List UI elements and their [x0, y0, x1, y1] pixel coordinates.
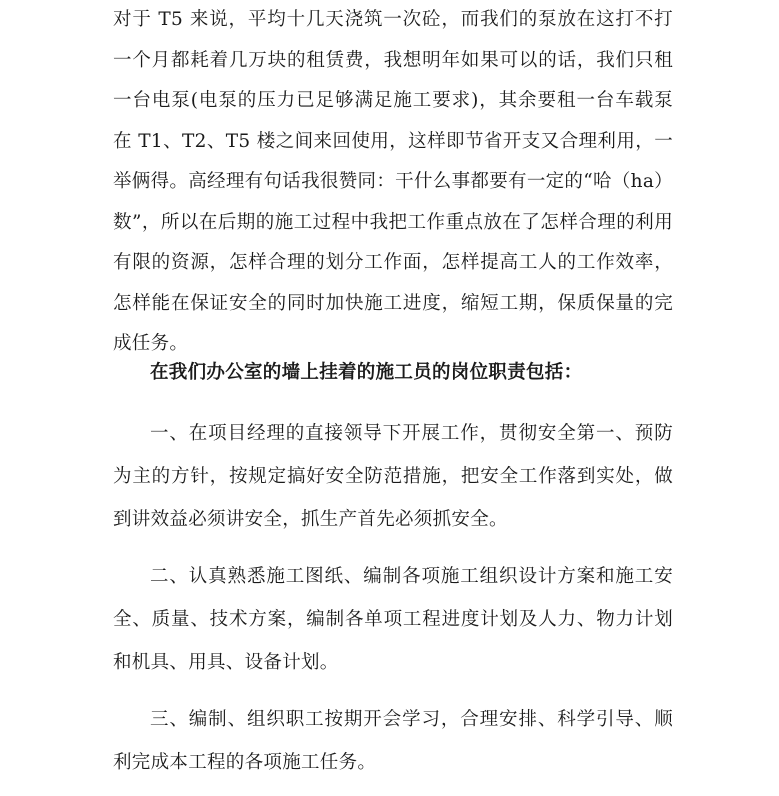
duty-item-3: 三、编制、组织职工按期开会学习，合理安排、科学引导、顺利完成本工程的各项施工任务。 — [113, 709, 673, 773]
duty-item-1: 一、在项目经理的直接领导下开展工作，贯彻安全第一、预防为主的方针，按规定搞好安全防范措施，把安全工作落到实处，做到讲效益必须讲安全，抓生产首先必须抓安全。 — [113, 423, 673, 530]
section-heading: 在我们办公室的墙上挂着的施工员的岗位职责包括： — [150, 362, 583, 383]
intro-paragraph: 对于 T5 来说，平均十几天浇筑一次砼，而我们的泵放在这打不打一个月都耗着几万块的租赁费，我想明年如果可以的话，我们只租一台电泵(电泵的压力已足够满足施工要求)，其余要租一台车载泵在 T1、T2、T5 楼之间来回使用，这样即节省开支又合理利用，一举俩得。高经理有句话我很赞同：干什么事都要有一定的“哈（ha）数”，所以在后期的施工过程中我把工作重点放在了怎样合理的利用有限的资源，怎样合理的划分工作面，怎样提高工人的工作效率，怎样能在保证安全的同时加快施工进度，缩短工期，保质保量的完成任务。 — [113, 9, 673, 354]
duty-item-2: 二、认真熟悉施工图纸、编制各项施工组织设计方案和施工安全、质量、技术方案，编制各单项工程进度计划及人力、物力计划和机具、用具、设备计划。 — [113, 566, 673, 673]
